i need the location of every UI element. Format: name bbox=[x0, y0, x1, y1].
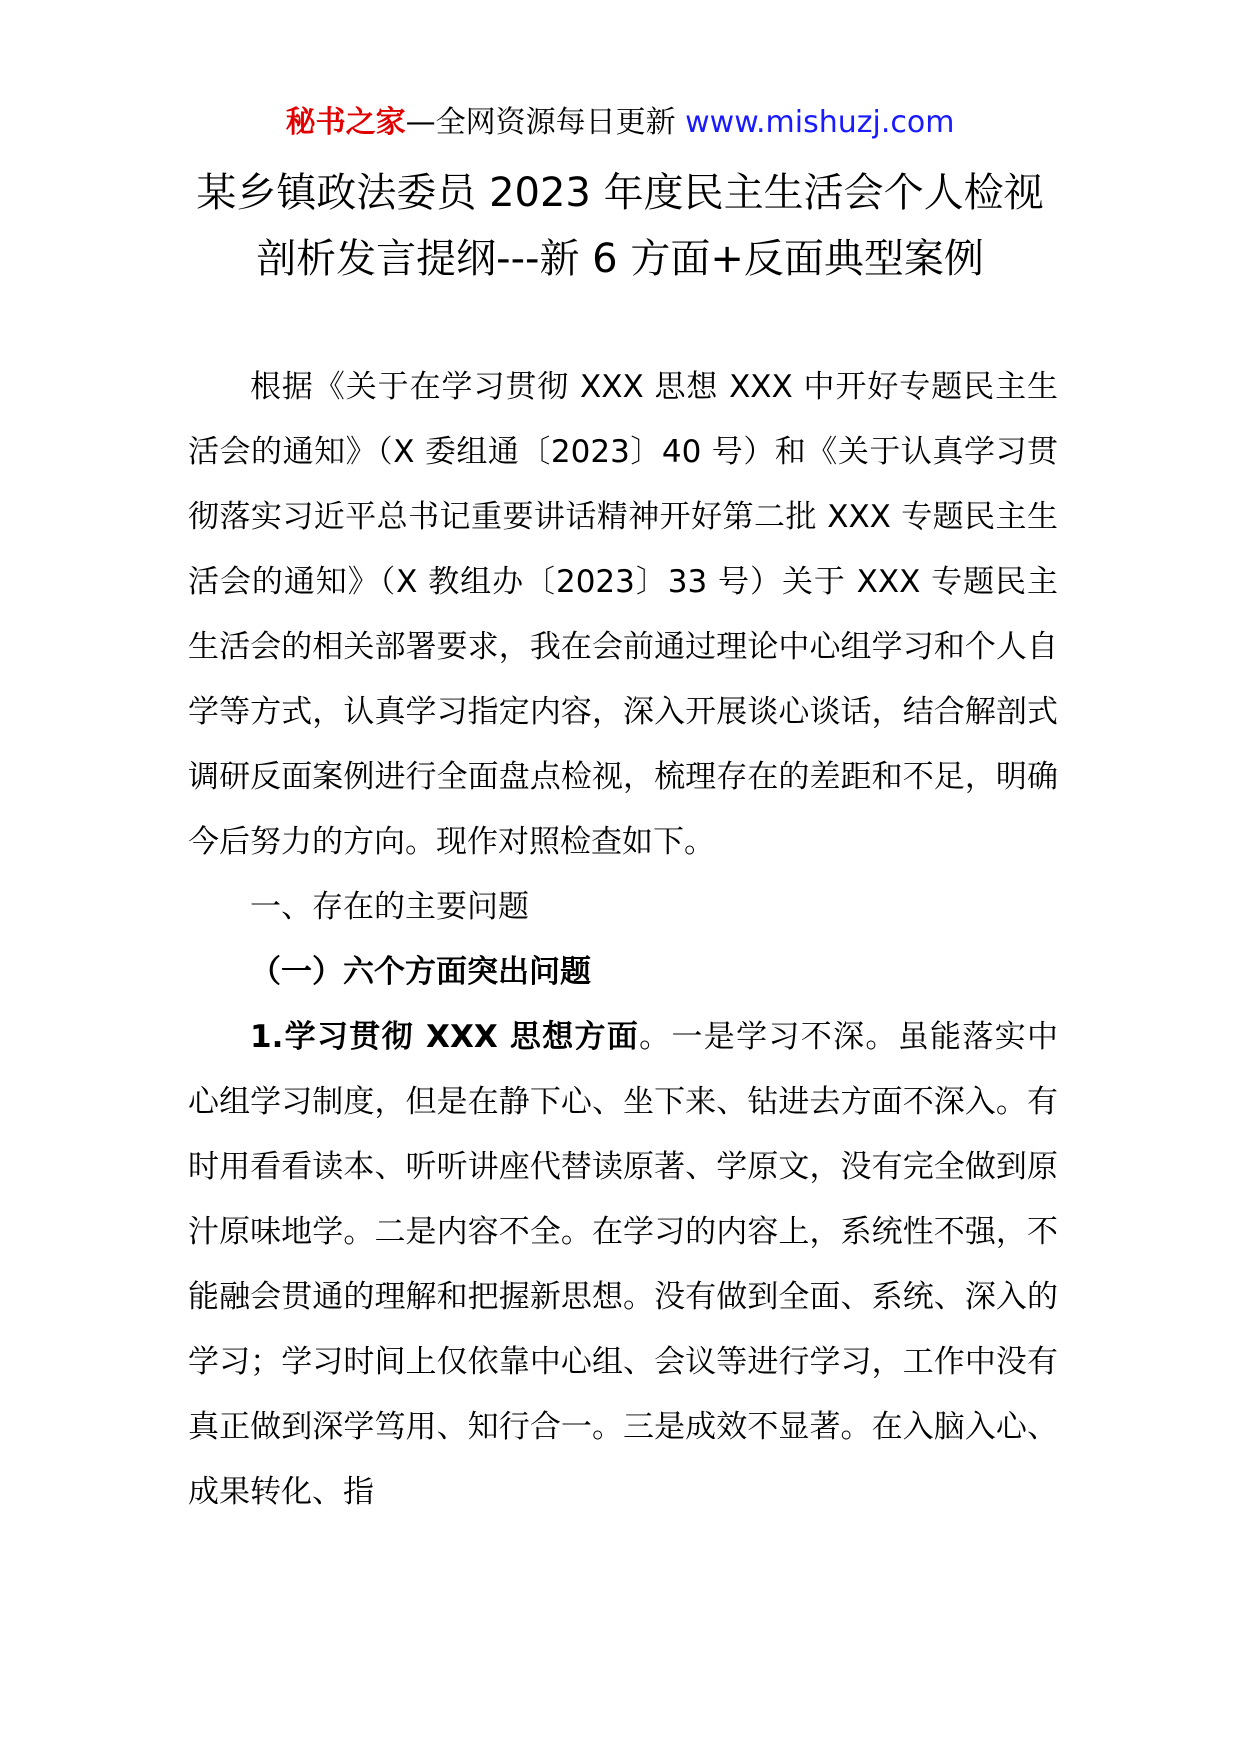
section-heading-1: 一、存在的主要问题 bbox=[250, 889, 529, 925]
subsection-heading-1: （一）六个方面突出问题 bbox=[250, 954, 591, 990]
site-header bbox=[0, 100, 1240, 146]
site-url-link[interactable]: www.mishuzj.com bbox=[685, 105, 955, 140]
item-1-text: 。一是学习不深。虽能落实中心组学习制度，但是在静下心、坐下来、钻进去方面不深入。有时用看看读本、听听讲座代替读原著、学原文，没有完全做到原汁原味地学。二是内容不全。在学习的内容上，系统性不强，不能融会贯通的理解和把握新思想。没有做到全面、系统、深入的学习；学习时间上仅依靠中心组、会议等进行学习，工作中没有真正做到深学笃用、知行合一。三是成效不显著。在入脑入心、成果转化、指 bbox=[188, 1019, 1058, 1510]
item-1-title: 1.学习贯彻 XXX 思想方面 bbox=[250, 1019, 640, 1055]
document-title bbox=[140, 160, 1100, 292]
document-body bbox=[188, 355, 1058, 1525]
intro-paragraph: 根据《关于在学习贯彻 XXX 思想 XXX 中开好专题民主生活会的通知》（X 委组通〔2023〕40 号）和《关于认真学习贯彻落实习近平总书记重要讲话精神开好第二批 XXX 专题民主生活会的通知》（X 教组办〔2023〕33 号）关于 XXX 专题民主生活会的相关部署要求，我在会前通过理论中心组学习和个人自学等方式，认真学习指定内容，深入开展谈心谈话，结合解剖式调研反面案例进行全面盘点检视，梳理存在的差距和不足，明确今后努力的方向。现作对照检查如下。 bbox=[188, 369, 1058, 860]
item-paragraph-1 bbox=[188, 1005, 1058, 1525]
site-brand: 秘书之家 bbox=[285, 105, 406, 140]
site-tagline: —全网资源每日更新 bbox=[405, 105, 686, 140]
document-title-line-1: 某乡镇政法委员 2023 年度民主生活会个人检视 bbox=[196, 170, 1044, 216]
document-title-line-2: 剖析发言提纲---新 6 方面+反面典型案例 bbox=[256, 236, 984, 282]
